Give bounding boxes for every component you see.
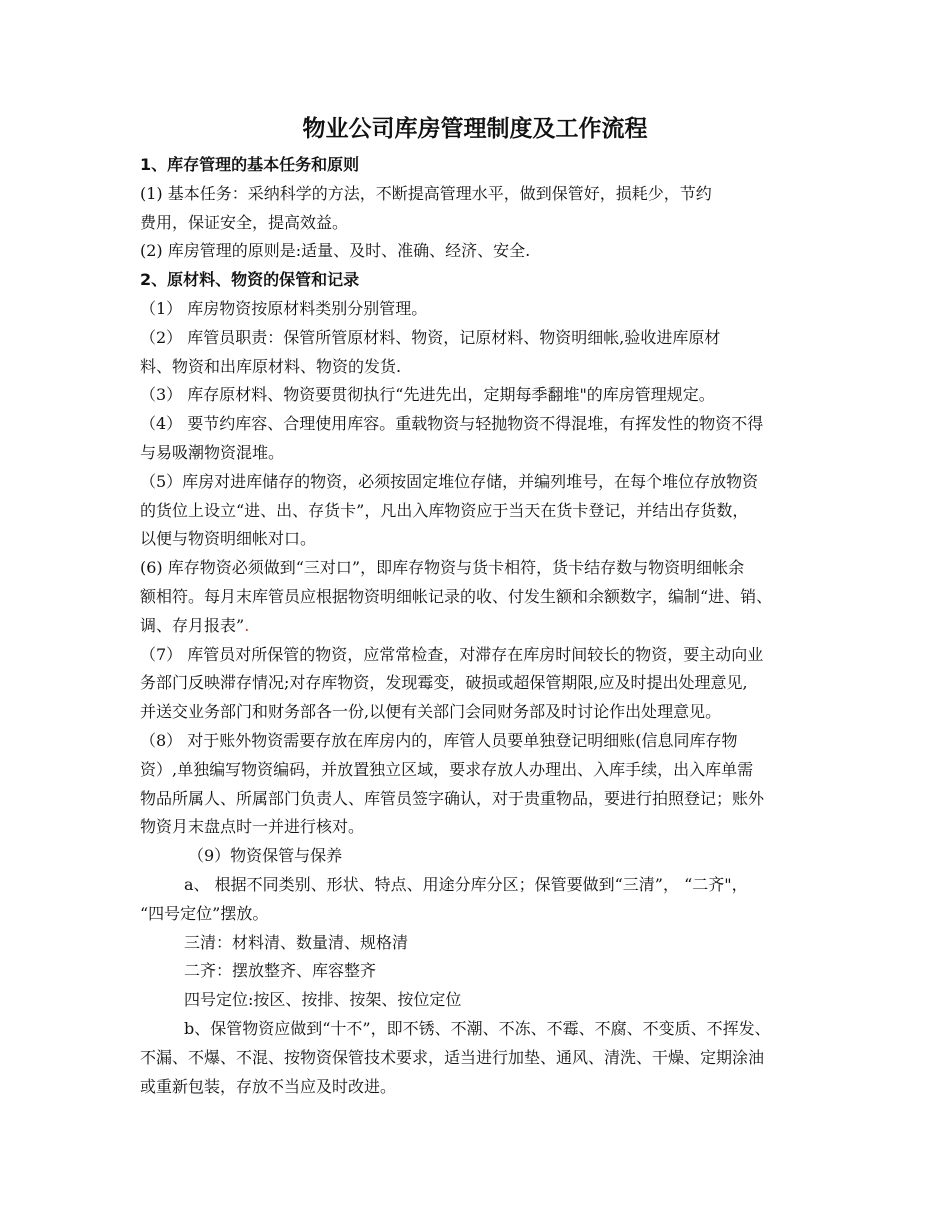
- subsection-heading-9: （9）物资保管与保养: [188, 846, 343, 866]
- paragraph-line: 的货位上设立“进、出、存货卡”，凡出入库物资应于当天在货卡登记，并结出存货数，: [140, 500, 749, 520]
- paragraph-line: （7） 库管员对所保管的物资，应常常检查，对滞存在库房时间较长的物资，要主动向业: [140, 644, 764, 664]
- section-heading-1: 1、库存管理的基本任务和原则: [140, 155, 360, 174]
- definition-sanqing: 三清：材料清、数量清、规格清: [184, 932, 409, 952]
- paragraph-line: （5）库房对进库储存的物资，必须按固定堆位存储，并编列堆号，在每个堆位存放物资: [140, 471, 759, 491]
- paragraph-line: (1) 基本任务：采纳科学的方法，不断提高管理水平，做到保管好，损耗少，节约: [140, 183, 712, 203]
- paragraph-line: 并送交业务部门和财务部各一份,以便有关部门会同财务部及时讨论作出处理意见。: [140, 702, 722, 722]
- paragraph-line: (2) 库房管理的原则是:适量、及时、准确、经济、安全.: [140, 241, 531, 261]
- paragraph-line: 物资月末盘点时一并进行核对。: [140, 817, 365, 837]
- definition-erqi: 二齐：摆放整齐、库容整齐: [184, 961, 377, 981]
- paragraph-line: 不漏、不爆、不混、按物资保管技术要求，适当进行加垫、通风、清洗、干燥、定期涂油: [140, 1047, 765, 1067]
- paragraph-line: [140, 612, 820, 641]
- paragraph-line: “四号定位”摆放。: [140, 903, 269, 923]
- paragraph-line: (6) 库存物资必须做到“三对口”，即库存物资与货卡相符，货卡结存数与物资明细帐余: [140, 558, 745, 578]
- paragraph-line: 物品所属人、所属部门负责人、库管员签字确认，对于贵重物品，要进行拍照登记；账外: [140, 788, 765, 808]
- paragraph-line: （4） 要节约库容、合理使用库容。重载物资与轻抛物资不得混堆，有挥发性的物资不得: [140, 414, 764, 434]
- paragraph-line: 务部门反映滞存情况;对存库物资，发现霉变，破损或超保管期限,应及时提出处理意见,: [140, 673, 748, 693]
- paragraph-line: 资）,单独编写物资编码，并放置独立区域，要求存放人办理出、入库手续，出入库单需: [140, 759, 754, 779]
- paragraph-line: （8） 对于账外物资需要存放在库房内的，库管人员要单独登记明细账(信息同库存物: [140, 730, 738, 750]
- paragraph-line: a、 根据不同类别、形状、特点、用途分库分区；保管要做到“三清”， “二齐"，: [184, 874, 748, 894]
- paragraph-line: （2） 库管员职责：保管所管原材料、物资，记原材料、物资明细帐,验收进库原材: [140, 327, 721, 347]
- page-title: 物业公司库房管理制度及工作流程: [302, 116, 648, 142]
- red-period-mark: .: [244, 615, 250, 635]
- paragraph-line: 以便与物资明细帐对口。: [140, 529, 317, 549]
- section-heading-2: 2、原材料、物资的保管和记录: [140, 270, 360, 290]
- paragraph-text: 调、存月报表”: [140, 615, 245, 635]
- paragraph-line: 与易吸潮物资混堆。: [140, 442, 285, 462]
- paragraph-line: 费用，保证安全，提高效益。: [140, 212, 349, 232]
- paragraph-line: （3） 库存原材料、物资要贯彻执行“先进先出，定期每季翻堆"的库房管理规定。: [140, 385, 715, 405]
- paragraph-line: 或重新包装，存放不当应及时改进。: [140, 1076, 397, 1096]
- paragraph-line: b、保管物资应做到“十不”，即不锈、不潮、不冻、不霉、不腐、不变质、不挥发、: [184, 1018, 771, 1038]
- paragraph-line: 料、物资和出库原材料、物资的发货.: [140, 356, 402, 376]
- paragraph-line: 额相符。每月末库管员应根据物资明细帐记录的收、付发生额和余额数字，编制“进、销、: [140, 586, 773, 606]
- document-body: [140, 151, 820, 1101]
- definition-sihao: 四号定位:按区、按排、按架、按位定位: [184, 990, 462, 1010]
- paragraph-line: （1） 库房物资按原材料类别分别管理。: [140, 298, 428, 318]
